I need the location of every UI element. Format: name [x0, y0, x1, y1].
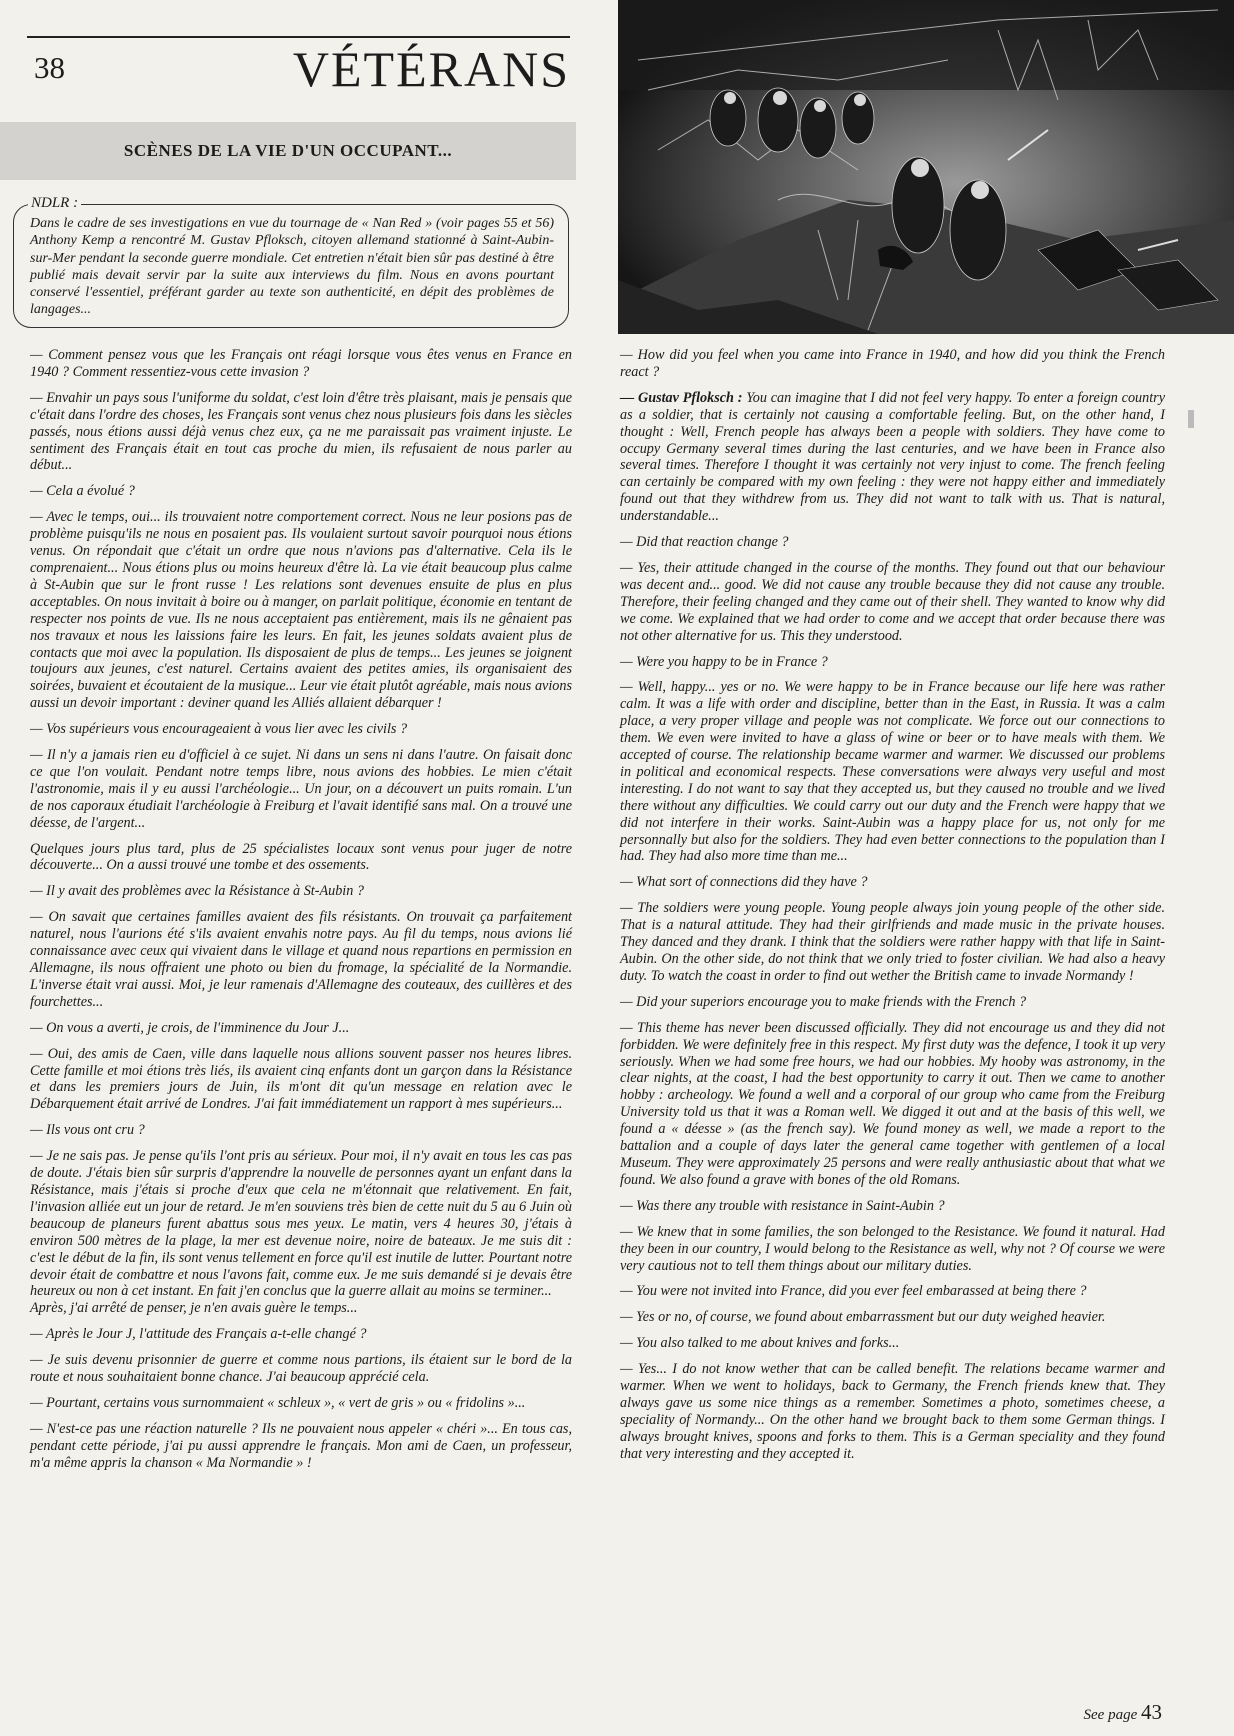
photo-drawing: [618, 0, 1234, 334]
header-rule: [27, 36, 570, 38]
paragraph: — Après le Jour J, l'attitude des Français a-t-elle changé ?: [30, 1326, 367, 1343]
paragraph: Après, j'ai arrêté de penser, je n'en avais guère le temps...: [30, 1300, 358, 1317]
paragraph: — Were you happy to be in France ?: [620, 653, 828, 670]
paragraph: — Did that reaction change ?: [620, 534, 789, 551]
article-title-banner: [0, 122, 576, 180]
paragraph: — Oui, des amis de Caen, ville dans laquelle nous allions souvent passer nos heures libres. Cette famille et moi étions très liés, ils avaient cinq enfants dont un garçon dans la Résistance et dans les premiers jours de Juin, ils m'ont dit qu'un message en relation avec le Débarquement était arrivé de Londres. J'ai fait immédiatement un rapport à mes supérieurs...: [30, 1045, 572, 1113]
paragraph: — Yes or no, of course, we found about embarrassment but our duty weighed heavier.: [620, 1309, 1106, 1326]
paragraph: — Ils vous ont cru ?: [30, 1122, 145, 1139]
paragraph: — How did you feel when you came into France in 1940, and how did you think the French react ?: [620, 347, 1165, 380]
article-title: SCÈNES DE LA VIE D'UN OCCUPANT...: [123, 141, 453, 160]
speaker-answer: You can imagine that I did not feel very happy. To enter a foreign country as a soldier, that is certainly not causing a comfortable feeling. But, on the other hand, I thought : Well, French people has always been a people with soldiers. They have come to occupy Germany several times during the last centuries, and we have been in France also several times. Therefore I thought it was certainly not very injust to come. The french feeling can certainly be compared with my own feeling : they were not happy either and immediately found out that they withdrew from us. They did not want to talk with us. That is natural, understandable...: [620, 389, 1165, 525]
soldiers-at-night-photo: [618, 0, 1234, 334]
continued-reference: [1084, 1700, 1162, 1725]
paragraph: — Did your superiors encourage you to make friends with the French ?: [620, 993, 1027, 1010]
margin-mark: [1188, 410, 1194, 428]
paragraph: — Je suis devenu prisonnier de guerre et comme nous partions, ils étaient sur le bord de la route et nous souhaitaient bonne chance. J'ai beaucoup apprécié cela.: [30, 1352, 572, 1386]
paragraph: — On savait que certaines familles avaient des fils résistants. On trouvait ça parfaitement naturel, nous l'aurions été s'ils avaient envahis notre pays. Au fil du temps, nous avions lié connaissance avec ceux qui vivaient dans le village et quand nous repartions en permission en Allemagne, ils nous offraient une photo ou bien du fromage, la spécialité de la Normandie. L'inverse était vrai aussi. Moi, je leur ramenais d'Allemagne des couteaux, des cuillères et des fourchettes...: [30, 909, 572, 1010]
section-title: VÉTÉRANS: [292, 41, 570, 97]
editor-note-text: Dans le cadre de ses investigations en vue du tournage de « Nan Red » (voir pages 55 et 56) Anthony Kemp a rencontré M. Gustav Pfloksch, citoyen allemand stationné à Saint-Aubin-sur-Mer pendant la seconde guerre mondiale. Cet entretien n'était bien sûr pas destiné à être publié mais devait servir par la suite aux interviews du film. Nous en avons pourtant conservé l'essentiel, préférant garder au texte son authenticité, en dépit des problèmes de langages...: [30, 216, 554, 318]
paragraph: Quelques jours plus tard, plus de 25 spécialistes locaux sont venus pour juger de notre découverte... On a aussi trouvé une tombe et des ossements.: [30, 840, 572, 874]
paragraph: — Pourtant, certains vous surnommaient « schleux », « vert de gris » ou « fridolins »...: [30, 1394, 526, 1411]
paragraph: — Envahir un pays sous l'uniforme du soldat, c'est loin d'être très plaisant, mais je pensais que c'était dans l'ordre des choses, les Français sont venus chez nous plusieurs fois dans les siècles passés, nous étions aussi déjà venus chez eux, ça ne me paraissait pas vraiment injuste. Le sentiment des Français était en tout cas proche du mien, ils refusaient de nous parler au début...: [30, 389, 572, 474]
paragraph: — Avec le temps, oui... ils trouvaient notre comportement correct. Nous ne leur posions pas de problème puisqu'ils ne nous en posaient pas. Ils voulaient surtout savoir pourquoi nous étions venus. On répondait que c'était un ordre que nous n'avions pas d'alternative. Cela ils le comprenaient... Nous étions plus ou moins heureux d'être là. La vie était beaucoup plus calme à St-Aubin que sur le front russe ! Les relations sont devenues ensuite de plus en plus acceptables. On nous invitait à boire ou à manger, on parlait politique, économie en tentant de respecter nos points de vue. Ils ne nous acceptaient pas entièrement, mais ils ne gênaient pas nos travaux et nous les laissions faire les leurs. En fait, les jeunes soldats avaient plus de contacts que moi avec la population. Ils disposaient de plus de temps... Les jeunes se joignent toujours aux jeunes, c'est naturel. Certains avaient des petites amies, ils organisaient des soirées, buvaient et écoutaient de la musique... Leur vie était plutôt agréable, mais nous avions aussi un devoir important : deviner quand les Alliés allaient débarquer !: [30, 509, 572, 712]
paragraph: — Je ne sais pas. Je pense qu'ils l'ont pris au sérieux. Pour moi, il n'y avait en tous les cas pas de doute. J'étais bien sûr surpris d'apprendre la nouvelle de personnes ayant un enfant dans la Résistance, mais j'étais si proche d'eux que cela ne m'étonnait que relativement. En fait, l'invasion alliée eut un jour de retard. Je m'en souviens très bien de cette nuit du 5 au 6 Juin où beaucoup de planeurs furent abattus sous mes yeux. Le matin, vers 4 heures 30, j'étais à environ 500 mètres de la plage, la mer est devenue noire, noire de bateaux. Je me suis dit : c'est le début de la fin, ils sont venus tellement en force qu'il est inutile de lutter. Pourtant notre devoir était de combattre et nous l'avons fait, comme eux. Je me suis demandé si je devais être heureux ou non à cet instant. En fait j'en conclus que la guerre allait au moins se terminer...: [30, 1148, 572, 1300]
paragraph: — Il n'y a jamais rien eu d'officiel à ce sujet. Ni dans un sens ni dans l'autre. On faisait donc ce que l'on voulait. Pendant notre temps libre, nous avions des hobbies. Le mien c'était l'astronomie, mais il y eu aussi l'archéologie... Un jour, on a découvert un puits romain. L'un de nos caporaux étudiait l'archéologie à Freiburg et l'avait identifié sans mal. On a trouvé une déesse, de l'argent...: [30, 747, 572, 831]
paragraph: — What sort of connections did they have ?: [620, 874, 868, 891]
paragraph: — This theme has never been discussed officially. They did not encourage us and they did not forbidden. We were definitely free in this respect. My first duty was the defence, I took it up very seriously. When we had some free hours, we had our hobbies. My hooby was astronomy, in the clear nights, at the coast, I had the best opportunity to carry it out. Then we came to another hobby : archeology. We found a well and a corporal of our group who came from the Freiburg University told us that it was a Roman well. We digged it out and at the basis of this well, we found a « déesse » (as the french say). We found money as well, we made a report to the battalion and a couple of days later the general came together with gentlemen of a local Museum. They were approximately 25 persons and were really anthusiastic about that what we found. We also found a grave with bones of the old Romans.: [620, 1019, 1165, 1188]
french-interview-column: [30, 347, 572, 1481]
paragraph: — Comment pensez vous que les Français ont réagi lorsque vous êtes venus en France en 1940 ? Comment ressentiez-vous cette invasion ?: [30, 347, 572, 380]
paragraph: — We knew that in some families, the son belonged to the Resistance. We found it natural. Had they been in our country, I would belong to the Resistance as well, why not ? Of course we were very cautious not to tell them things about our military duties.: [620, 1223, 1165, 1274]
editor-note-label: NDLR :: [28, 195, 81, 212]
paragraph: — Il y avait des problèmes avec la Résistance à St-Aubin ?: [30, 883, 364, 900]
paragraph: — N'est-ce pas une réaction naturelle ? Ils ne pouvaient nous appeler « chéri »... En tous cas, pendant cette période, j'ai pu aussi apprendre le français. Mon ami de Caen, un professeur, m'a même appris la chanson « Ma Normandie » !: [30, 1420, 572, 1471]
paragraph: [620, 390, 1165, 525]
paragraph: — You also talked to me about knives and forks...: [620, 1335, 900, 1352]
paragraph: — The soldiers were young people. Young people always join young people of the other side. That is a natural attitude. They had their girlfriends and made music in the private houses. They danced and they drank. I think that the soldiers were rather happy with that life in Saint-Aubin. On the other side, do not think that we only tried to foster civilian. We had also a heavy duty. To watch the coast in order to find out wether the British came to invade Normandy !: [620, 900, 1165, 984]
paragraph: — Vos supérieurs vous encourageaient à vous lier avec les civils ?: [30, 721, 408, 738]
paragraph: — Cela a évolué ?: [30, 483, 135, 500]
speaker-label: — Gustav Pfloksch :: [620, 389, 743, 406]
paragraph: — You were not invited into France, did you ever feel embarassed at being there ?: [620, 1283, 1087, 1300]
paragraph: — Well, happy... yes or no. We were happy to be in France because our life here was rather calm. It was a life with order and discipline, better than in the East, in Russia. It was a calm place, a very proper village and people was not complicate. We force out our connections to them. We even were invited to have a glass of wine or beer or to have meals with them. We accepted of course. The relationship became warmer and warmer. We discussed our problems in political and economical respects. These conversations were always very useful and most interesting. I do not want to say that they accepted us, but they caused no trouble and we lived there without any difficulties. We could carry out our duty and the French were happy that we did not interfere in their works. Saint-Aubin was a happy place for us, not only for me personnally but also for the soldiers. They had even better connections to the population than I had. They had also more time than me...: [620, 679, 1165, 865]
english-interview-column: [620, 347, 1165, 1472]
editor-note-box: [13, 195, 569, 328]
paragraph: — Was there any trouble with resistance in Saint-Aubin ?: [620, 1197, 945, 1214]
see-page-number: 43: [1141, 1700, 1162, 1724]
paragraph: — Yes, their attitude changed in the course of the months. They found out that our behaviour was decent and... good. We did not cause any trouble because they did not cause any trouble. Therefore, their feeling changed and they came out of their shell. They wanted to know why did we come. We explained that we had order to come and we accept that order because there was not other alternative for us. This they understood.: [620, 559, 1165, 644]
paragraph: — On vous a averti, je crois, de l'imminence du Jour J...: [30, 1019, 350, 1036]
page-number: 38: [34, 50, 65, 85]
see-page-label: See page: [1083, 1707, 1138, 1723]
paragraph: — Yes... I do not know wether that can be called benefit. The relations became warmer and warmer. When we went to holidays, back to Germany, the French friends knew that. They always gave us some nice things as a remember. Sometimes a photo, sometimes cheese, a speciality of Normandy... On the other hand we brought back to them some German things. I always brought knives, spoons and forks to them. This is a German speciality and they found that very interesting and they accepted it.: [620, 1361, 1165, 1462]
